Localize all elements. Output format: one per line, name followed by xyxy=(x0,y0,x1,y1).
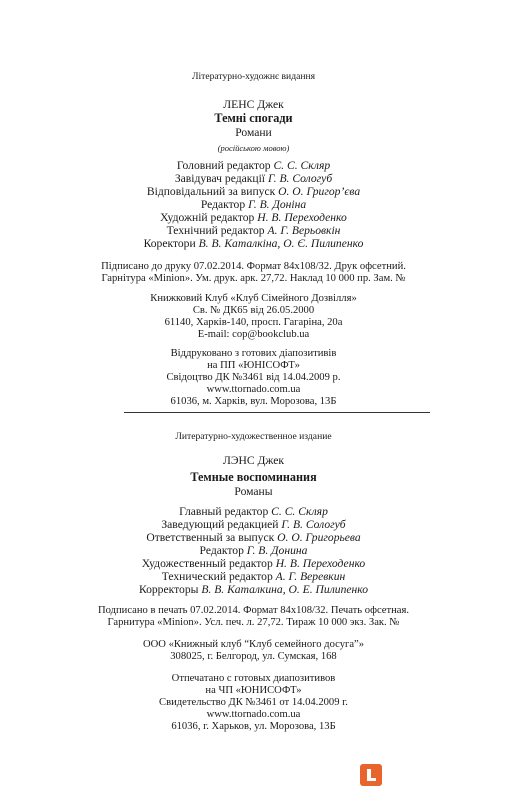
ukr-language-note: (російською мовою) xyxy=(217,143,290,153)
rus-printer-line: 61036, г. Харьков, ул. Морозова, 13Б xyxy=(171,721,336,732)
ukr-publisher-line: Св. № ДК65 від 26.05.2000 xyxy=(192,305,315,316)
ukr-title: Темні спогади xyxy=(214,111,293,125)
section-divider xyxy=(124,412,430,413)
rus-credit-line: Художественный редактор Н. В. Переходенко xyxy=(141,557,366,570)
ukr-credit-line: Головний редактор С. С. Скляр xyxy=(176,159,331,172)
rus-print-info: Гарнитура «Minion». Усл. печ. л. 27,72. Тираж 10 000 экз. Зак. № xyxy=(107,617,400,628)
rus-credit-line: Технический редактор А. Г. Веревкин xyxy=(161,570,346,583)
rus-print-info: Подписано в печать 07.02.2014. Формат 84x108/32. Печать офсетная. xyxy=(97,605,410,616)
ukr-printer-line: 61036, м. Харків, вул. Морозова, 13Б xyxy=(170,396,337,407)
ukr-genre: Літературно-художнє видання xyxy=(191,71,316,82)
ukr-printer-line: Віддруковано з готових діапозитивів xyxy=(170,348,337,359)
rus-printer-line: Свидетельство ДК №3461 от 14.04.2009 г. xyxy=(159,697,348,708)
rus-genre: Литературно-художественное издание xyxy=(175,431,332,442)
ukr-credit-line: Редактор Г. В. Доніна xyxy=(200,198,307,211)
ukr-printer-url: www.ttornado.com.ua xyxy=(206,384,301,395)
rus-printer-line: Отпечатано с готовых диапозитивов xyxy=(171,673,336,684)
rus-publisher-line: ООО «Книжный клуб “Клуб семейного досуга”» xyxy=(142,639,365,650)
ukr-publisher-line: 61140, Харків-140, просп. Гагаріна, 20а xyxy=(164,317,343,328)
rus-author: ЛЭНС Джек xyxy=(222,454,285,467)
ukr-credit-line: Коректори В. В. Каталкіна, О. Є. Пилипенко xyxy=(143,237,364,250)
litres-logo-icon xyxy=(360,764,382,786)
ukr-credit-line: Художній редактор Н. В. Переходенко xyxy=(160,211,347,224)
rus-credit-line: Редактор Г. В. Донина xyxy=(199,544,308,557)
ukr-subtitle: Романи xyxy=(235,126,272,139)
ukr-credit-line: Технічний редактор А. Г. Верьовкін xyxy=(166,224,341,237)
rus-credit-line: Главный редактор С. С. Скляр xyxy=(179,505,328,518)
ukr-printer-line: Свідоцтво ДК №3461 від 14.04.2009 р. xyxy=(166,372,341,383)
ukr-publisher-email: E-mail: cop@bookclub.ua xyxy=(197,329,310,340)
rus-credit-line: Ответственный за выпуск О. О. Григорьева xyxy=(146,531,361,544)
ukr-credit-line: Завідувач редакції Г. В. Сологуб xyxy=(174,172,333,185)
rus-printer-url: www.ttornado.com.ua xyxy=(206,709,301,720)
ukr-credit-line: Відповідальний за випуск О. О. Григор’єва xyxy=(146,185,361,198)
rus-publisher-line: 308025, г. Белгород, ул. Сумская, 168 xyxy=(170,651,337,662)
rus-printer-line: на ЧП «ЮНИСОФТ» xyxy=(205,685,302,696)
rus-credit-line: Корректоры В. В. Каталкина, О. Е. Пилипенко xyxy=(138,583,369,596)
ukr-print-info: Підписано до друку 07.02.2014. Формат 84x108/32. Друк офсетний. xyxy=(101,261,406,272)
rus-title: Темные воспоминания xyxy=(190,470,317,484)
ukr-print-info: Гарнітура «Minion». Ум. друк. арк. 27,72. Наклад 10 000 пр. Зам. № xyxy=(101,273,406,284)
rus-credit-line: Заведующий редакцией Г. В. Сологуб xyxy=(161,518,346,531)
rus-subtitle: Романы xyxy=(234,485,273,498)
ukr-author: ЛЕНС Джек xyxy=(223,98,284,111)
ukr-printer-line: на ПП «ЮНІСОФТ» xyxy=(207,360,300,371)
ukr-publisher-line: Книжковий Клуб «Клуб Сімейного Дозвілля» xyxy=(150,293,357,304)
